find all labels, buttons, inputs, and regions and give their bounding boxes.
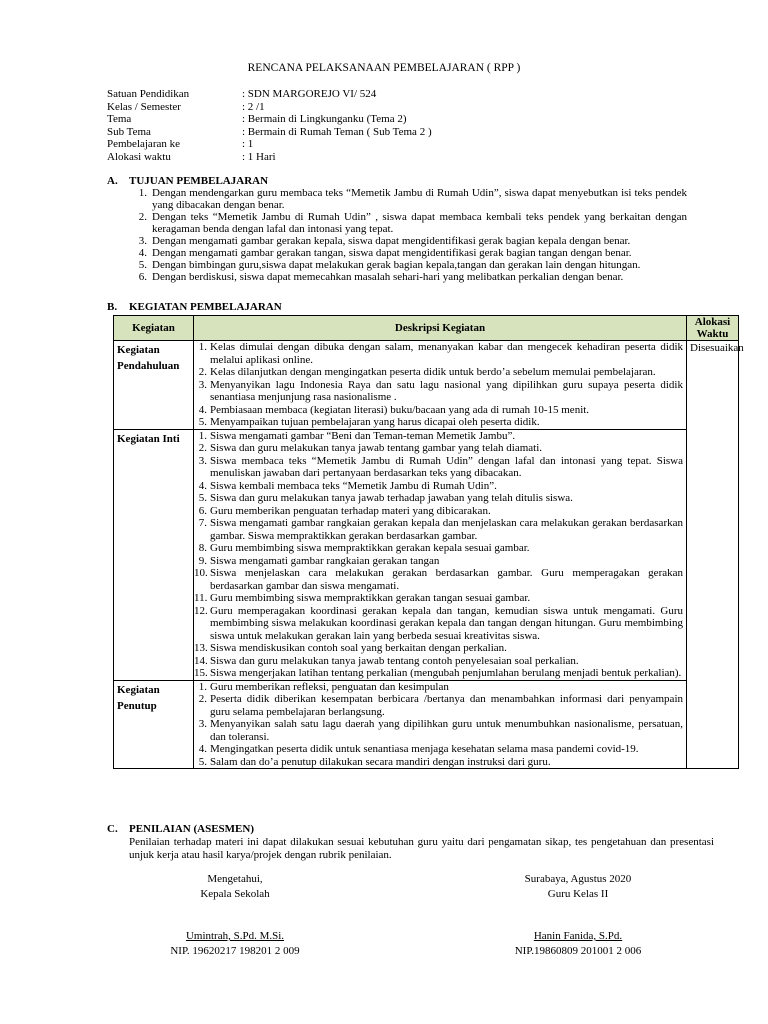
list-text: Dengan teks “Memetik Jambu di Rumah Udin” , siswa dapat membaca kembali teks pendek yang berkaitan dengan keragaman benda dengan lafal dan intonasi yang tepat.	[152, 211, 687, 235]
section-c-heading	[107, 823, 254, 835]
list-item	[194, 693, 686, 718]
list-number: 1.	[198, 341, 207, 353]
list-item	[194, 592, 686, 605]
list-item	[194, 404, 686, 417]
identity-block	[107, 88, 667, 163]
signature-left	[145, 872, 325, 902]
row-label: Kegiatan Penutup	[114, 680, 194, 769]
signature-right-name	[463, 929, 693, 959]
identity-value: : 1 Hari	[242, 150, 276, 163]
list-number: 11.	[194, 592, 208, 604]
list-text: Siswa dan guru melakukan tanya jawab tentang gambar yang telah diamati.	[210, 442, 543, 454]
list-text: Mengingatkan peserta didik untuk senantiasa menjaga kesehatan selama masa pandemi covid-19.	[210, 743, 639, 755]
list-number: 1.	[198, 680, 207, 693]
list-item	[194, 756, 686, 769]
sig-nip: NIP.19860809 201001 2 006	[514, 945, 642, 957]
list-text: Siswa mengamati gambar “Beni dan Teman-teman Memetik Jambu”.	[210, 429, 516, 442]
list-number: 5.	[198, 416, 207, 428]
activity-list	[194, 430, 686, 680]
list-item	[194, 416, 686, 429]
row-description	[194, 429, 687, 680]
kegiatan-table	[113, 315, 744, 769]
list-item	[194, 542, 686, 555]
tujuan-list	[129, 187, 687, 283]
activity-list	[194, 681, 686, 769]
sig-line2: Guru Kelas II	[547, 888, 609, 900]
signature-right	[478, 872, 678, 902]
list-number: 14.	[194, 654, 208, 667]
list-text: Pembiasaan membaca (kegiatan literasi) buku/bacaan yang ada di rumah 10-15 menit.	[210, 403, 590, 416]
section-b-heading	[107, 301, 282, 313]
section-title: TUJUAN PEMBELAJARAN	[129, 175, 269, 187]
list-text: Siswa menjelaskan cara melakukan gerakan berdasarkan gambar. Guru memperagakan gerakan berdasarkan gambar dan siswa mengamati.	[210, 567, 683, 592]
list-number: 1.	[198, 429, 207, 442]
list-item	[194, 555, 686, 568]
list-text: Peserta didik diberikan kesempatan berbicara /bertanya dan menambahkan informasi dari penyampain guru selama pembelajaran berlangsung.	[210, 693, 683, 718]
document-title: RENCANA PELAKSANAAN PEMBELAJARAN ( RPP )	[247, 62, 521, 74]
list-item	[129, 247, 687, 259]
list-item	[194, 455, 686, 480]
identity-value: : 2 /1	[242, 100, 265, 113]
list-text: Dengan mengamati gambar gerakan kepala, siswa dapat mengidentifikasi gerak bagian kepala dengan benar.	[152, 235, 631, 247]
list-text: Guru membimbing siswa mempraktikkan gerakan kepala sesuai gambar.	[210, 542, 530, 554]
identity-key: Sub Tema	[107, 125, 151, 138]
alokasi-cell: Disesuaikan	[687, 341, 739, 769]
section-a-heading	[107, 175, 268, 187]
identity-key: Alokasi waktu	[107, 150, 171, 163]
list-text: Guru memberikan refleksi, penguatan dan kesimpulan	[210, 680, 449, 693]
identity-row	[107, 113, 667, 126]
list-number: 5.	[138, 259, 147, 271]
list-item	[194, 492, 686, 505]
list-text: Siswa dan guru melakukan tanya jawab terhadap jawaban yang telah ditulis siswa.	[210, 492, 573, 504]
list-number: 4.	[198, 743, 207, 755]
list-number: 1.	[138, 187, 147, 199]
list-text: Siswa mengamati gambar rangkaian gerakan kepala dan menjelaskan cara melakukan gerakan berdasarkan gambar. Siswa mempraktikkan gerakan berdasarkan gambar.	[210, 517, 683, 542]
header-alokasi: Alokasi Waktu	[687, 316, 739, 341]
list-item	[194, 442, 686, 455]
sig-line2: Kepala Sekolah	[200, 888, 270, 900]
list-item	[194, 517, 686, 542]
list-text: Menyanyikan salah satu lagu daerah yang dipilihkan guru untuk menumbuhkan nasionalisme, persatuan, dan toleransi.	[210, 718, 683, 743]
table-row	[114, 429, 739, 680]
list-number: 7.	[198, 517, 207, 529]
identity-row	[107, 88, 667, 101]
sig-name: Hanin Fanida, S.Pd.	[533, 930, 623, 942]
signature-left-name	[120, 929, 350, 959]
list-item	[194, 341, 686, 366]
activity-list	[194, 341, 686, 429]
header-deskripsi: Deskripsi Kegiatan	[194, 316, 687, 341]
list-item	[194, 430, 686, 443]
identity-row	[107, 126, 667, 139]
list-number: 15.	[194, 667, 208, 679]
list-text: Dengan mendengarkan guru membaca teks “Memetik Jambu di Rumah Udin”, siswa dapat menyebutkan isi teks pendek yang dibacakan dengan benar.	[152, 187, 687, 211]
list-text: Siswa mengerjakan latihan tentang perkalian (mengubah penjumlahan berulang menjadi bentuk perkalian).	[210, 667, 682, 679]
identity-key: Kelas / Semester	[107, 100, 181, 113]
list-number: 4.	[198, 403, 207, 416]
list-text: Salam dan do’a penutup dilakukan secara mandiri dengan instruksi dari guru.	[210, 755, 551, 768]
list-text: Siswa membaca teks “Memetik Jambu di Rumah Udin” dengan lafal dan intonasi yang tepat. Siswa menuliskan jawaban dari pertanyaan berdasarkan teks yang dibacakan.	[210, 454, 683, 479]
list-item	[129, 211, 687, 235]
list-text: Siswa mendiskusikan contoh soal yang berkaitan dengan perkalian.	[210, 642, 507, 654]
list-item	[129, 259, 687, 271]
identity-key: Satuan Pendidikan	[107, 88, 190, 100]
list-text: Dengan mengamati gambar gerakan tangan, siswa dapat mengidentifikasi gerak bagian tangan dengan benar.	[152, 247, 632, 259]
header-kegiatan: Kegiatan	[114, 316, 194, 341]
table-row	[114, 680, 739, 769]
row-description	[194, 680, 687, 769]
list-item	[194, 655, 686, 668]
sig-line1: Surabaya, Agustus 2020	[524, 873, 632, 885]
list-text: Guru membimbing siswa mempraktikkan gerakan tangan sesuai gambar.	[210, 592, 531, 604]
section-letter: B.	[107, 301, 118, 313]
list-number: 2.	[198, 366, 207, 378]
list-number: 6.	[198, 504, 207, 517]
identity-value: : Bermain di Rumah Teman ( Sub Tema 2 )	[242, 125, 432, 138]
list-number: 9.	[198, 554, 207, 567]
list-item	[194, 480, 686, 493]
identity-value: : 1	[242, 138, 254, 150]
list-item	[194, 718, 686, 743]
section-letter: A.	[107, 175, 118, 187]
list-item	[194, 366, 686, 379]
sig-line1: Mengetahui,	[207, 873, 263, 885]
penilaian-text: Penilaian terhadap materi ini dapat dilakukan sesuai kebutuhan guru yaitu dari pengamatan sikap, tes pengetahuan dan presentasi unjuk kerja atau hasil karya/projek dengan rubrik penilaian.	[129, 836, 714, 861]
list-item	[194, 642, 686, 655]
list-number: 13.	[194, 642, 208, 654]
list-item	[194, 379, 686, 404]
list-text: Guru memberikan penguatan terhadap materi yang dibicarakan.	[210, 504, 491, 517]
sig-name: Umintrah, S.Pd. M.Si.	[185, 930, 285, 942]
list-number: 2.	[138, 211, 147, 223]
list-text: Kelas dimulai dengan dibuka dengan salam, menanyakan kabar dan mengecek kehadiran peserta didik melalui aplikasi online.	[210, 341, 683, 366]
list-number: 12.	[194, 604, 208, 617]
table-header-row	[114, 316, 739, 341]
list-text: Siswa mengamati gambar rangkaian gerakan tangan	[210, 554, 440, 567]
identity-value: : SDN MARGOREJO VI/ 524	[242, 88, 377, 100]
list-text: Siswa dan guru melakukan tanya jawab tentang contoh penyelesaian soal perkalian.	[210, 654, 579, 667]
list-item	[129, 235, 687, 247]
list-text: Kelas dilanjutkan dengan mengingatkan peserta didik untuk berdo’a sebelum memulai pembelajaran.	[210, 366, 656, 378]
list-number: 5.	[198, 492, 207, 504]
list-number: 3.	[198, 378, 207, 391]
list-number: 2.	[198, 442, 207, 454]
list-text: Menyampaikan tujuan pembelajaran yang harus dicapai oleh peserta didik.	[210, 416, 540, 428]
identity-row	[107, 151, 667, 164]
row-description	[194, 341, 687, 430]
list-number: 3.	[198, 454, 207, 467]
identity-key: Tema	[107, 113, 132, 125]
list-item	[194, 605, 686, 643]
list-number: 4.	[138, 247, 147, 259]
list-number: 6.	[138, 271, 147, 283]
list-item	[194, 667, 686, 680]
list-item	[129, 271, 687, 283]
list-item	[194, 505, 686, 518]
list-text: Menyanyikan lagu Indonesia Raya dan satu lagu nasional yang dipilihkan guru supaya peserta didik senantiasa menjunjung rasa nasionalisme .	[210, 378, 683, 403]
identity-row	[107, 101, 667, 114]
table-row	[114, 341, 739, 430]
list-item	[129, 187, 687, 211]
list-number: 5.	[198, 755, 207, 768]
list-item	[194, 743, 686, 756]
list-number: 4.	[198, 479, 207, 492]
section-letter: C.	[107, 823, 118, 835]
sig-nip: NIP. 19620217 198201 2 009	[170, 945, 300, 957]
section-title: PENILAIAN (ASESMEN)	[129, 823, 254, 835]
list-item	[194, 681, 686, 694]
row-label: Kegiatan Inti	[114, 429, 194, 680]
list-number: 2.	[198, 693, 207, 705]
section-title: KEGIATAN PEMBELAJARAN	[129, 301, 282, 313]
identity-row	[107, 138, 667, 151]
list-number: 3.	[138, 235, 147, 247]
identity-value: : Bermain di Lingkunganku (Tema 2)	[242, 113, 407, 125]
list-number: 8.	[198, 542, 207, 554]
list-text: Siswa kembali membaca teks “Memetik Jambu di Rumah Udin”.	[210, 479, 497, 492]
row-label: Kegiatan Pendahuluan	[114, 341, 194, 430]
list-number: 10.	[194, 567, 208, 579]
list-item	[194, 567, 686, 592]
list-text: Dengan berdiskusi, siswa dapat memecahkan masalah sehari-hari yang melibatkan perkalian dengan benar.	[152, 271, 624, 283]
list-text: Guru memperagakan koordinasi gerakan kepala dan tangan, kemudian siswa untuk mengamati. Guru membimbing siswa melakukan koordinasi gerakan kepala dan tangan dengan hitungan. Guru membimbing siswa untuk melakukan gerakan lain yang berbeda sesuai kreativitas siswa.	[210, 604, 683, 642]
list-text: Dengan bimbingan guru,siswa dapat melakukan gerak bagian kepala,tangan dan gerakan lain dengan hitungan.	[152, 259, 641, 271]
list-number: 3.	[198, 718, 207, 730]
identity-key: Pembelajaran ke	[107, 138, 180, 150]
